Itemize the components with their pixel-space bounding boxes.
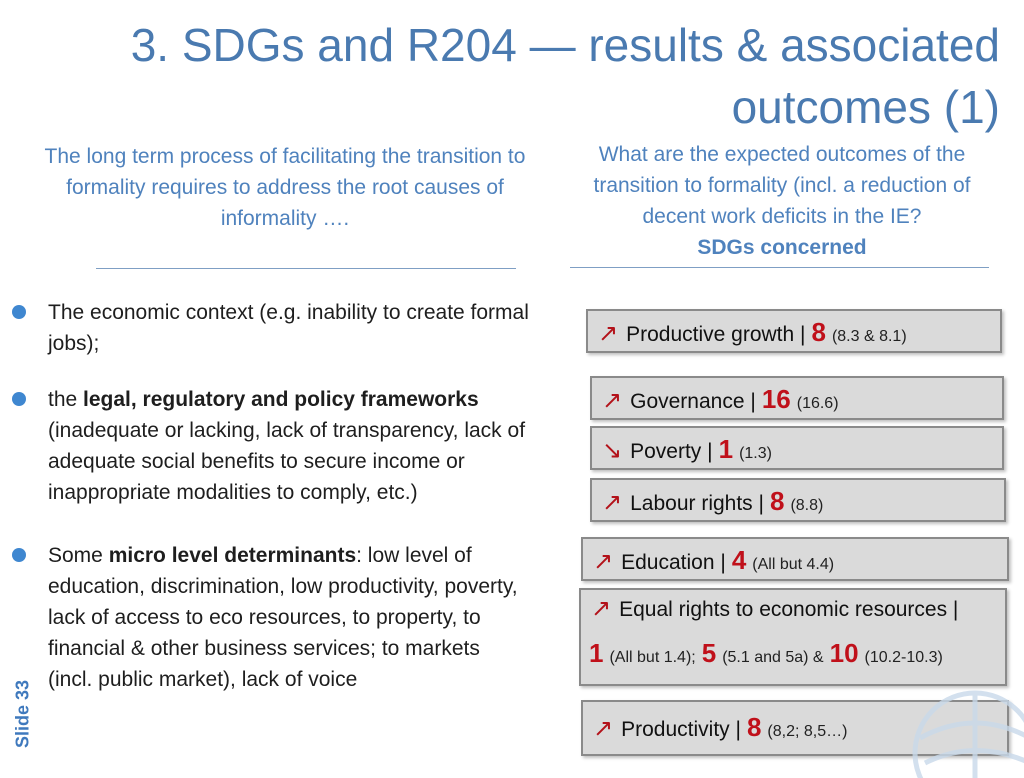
right-divider — [570, 267, 989, 268]
arrow-up-icon: ↗ — [602, 489, 623, 516]
bullet-economic-context: The economic context (e.g. inability to create formal jobs); — [48, 301, 529, 355]
arrow-up-icon: ↗ — [598, 320, 619, 347]
bullet-dot — [12, 392, 26, 406]
bullet-dot — [12, 548, 26, 562]
sdgs-concerned-label: SDGs concerned — [697, 236, 867, 259]
left-column-heading: The long term process of facilitating the transition to formality requires to address the root causes of informality …. — [44, 145, 526, 230]
outcome-education: ↗ Education | 4 (All but 4.4) — [581, 537, 1009, 581]
outcome-labour-rights: ↗ Labour rights | 8 (8.8) — [590, 478, 1006, 522]
bullet-micro-determinants: Some micro level determinants: low level of education, discrimination, low productivity, poverty, lack of access to eco resources, to property, to financial & other business services; to markets (incl. public market), lack of voice — [48, 544, 518, 691]
left-divider — [96, 268, 516, 269]
ilo-logo-watermark-icon — [880, 668, 1024, 778]
outcomes-question: What are the expected outcomes of the transition to formality (incl. a reduction of decent work deficits in the IE? — [593, 143, 971, 228]
bullet-dot — [12, 305, 26, 319]
slide-number: Slide 33 — [12, 679, 33, 749]
bullet-legal-frameworks: the legal, regulatory and policy frameworks (inadequate or lacking, lack of transparency, lack of adequate social benefits to secure income or inappropriate modalities to comply, etc.) — [48, 388, 526, 504]
arrow-up-icon: ↗ — [602, 387, 623, 414]
outcome-productivity: ↗ Productivity | 8 (8,2; 8,5…) — [581, 700, 1009, 756]
outcome-productive-growth: ↗ Productive growth | 8 (8.3 & 8.1) — [586, 309, 1002, 353]
arrow-up-icon: ↗ — [591, 595, 612, 622]
arrow-down-icon: ↘ — [602, 437, 623, 464]
right-column-heading — [562, 139, 1002, 263]
outcome-governance: ↗ Governance | 16 (16.6) — [590, 376, 1004, 420]
arrow-up-icon: ↗ — [593, 715, 614, 742]
outcome-equal-rights: ↗ Equal rights to economic resources | 1 (All but 1.4); 5 (5.1 and 5a) & 10 (10.2-10.3) — [579, 588, 1007, 686]
slide-title: 3. SDGs and R204 — results & associated outcomes (1) — [130, 19, 1000, 133]
arrow-up-icon: ↗ — [593, 548, 614, 575]
outcome-poverty: ↘ Poverty | 1 (1.3) — [590, 426, 1004, 470]
